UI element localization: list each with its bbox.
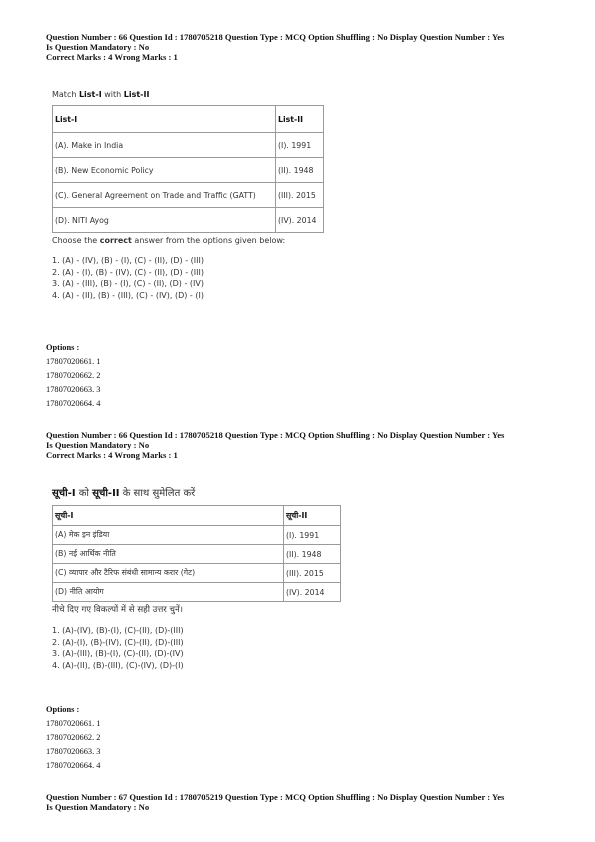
table-row bbox=[53, 158, 324, 183]
table-row bbox=[53, 208, 324, 233]
table-cell: (II). 1948 bbox=[276, 158, 324, 183]
answer-item: 2. (A) - (I), (B) - (IV), (C) - (II), (D) - (III) bbox=[52, 267, 204, 277]
table-cell: (B) नई आर्थिक नीति bbox=[53, 545, 284, 564]
question-body bbox=[52, 90, 324, 301]
list1-label: सूची-I bbox=[52, 488, 76, 499]
option-item: 17807020661. 1 bbox=[46, 357, 101, 366]
list2-label: List-II bbox=[123, 90, 150, 99]
question-intro: सूची-I को सूची-II के साथ सुमेलित करें bbox=[52, 488, 196, 499]
choose-instruction: Choose the correct answer from the options given below: bbox=[52, 236, 286, 245]
options-title: Options : bbox=[46, 343, 80, 352]
question-header bbox=[46, 792, 566, 812]
question-meta-line: Question Number : 67 Question Id : 1780705219 Question Type : MCQ Option Shuffling : No Display Question Number : Yes bbox=[46, 792, 505, 802]
table-cell: (IV). 2014 bbox=[284, 583, 341, 602]
table-header-row bbox=[53, 506, 341, 526]
table-cell: (C). General Agreement on Trade and Traffic (GATT) bbox=[53, 183, 276, 208]
list2-label: सूची-II bbox=[92, 488, 120, 499]
answer-item: 4. (A) - (II), (B) - (III), (C) - (IV), (D) - (I) bbox=[52, 290, 204, 300]
table-row bbox=[53, 133, 324, 158]
question-mandatory-line: Is Question Mandatory : No bbox=[46, 802, 150, 812]
table-cell: (I). 1991 bbox=[284, 526, 341, 545]
table-cell: (IV). 2014 bbox=[276, 208, 324, 233]
table-cell: (II). 1948 bbox=[284, 545, 341, 564]
options-block bbox=[46, 341, 100, 411]
match-table bbox=[52, 505, 341, 602]
table-cell: (C) व्यापार और टैरिफ संबंधी सामान्य करार (गेट) bbox=[53, 564, 284, 583]
question-marks-line: Correct Marks : 4 Wrong Marks : 1 bbox=[46, 52, 178, 62]
table-cell: (D). NITI Ayog bbox=[53, 208, 276, 233]
choose-instruction: नीचे दिए गए विकल्पों में से सही उत्तर चुनें। bbox=[52, 605, 184, 615]
answer-item: 1. (A) - (IV), (B) - (I), (C) - (II), (D) - (III) bbox=[52, 256, 204, 265]
table-row bbox=[53, 526, 341, 545]
list1-label: List-I bbox=[78, 90, 102, 99]
question-meta-line: Question Number : 66 Question Id : 1780705218 Question Type : MCQ Option Shuffling : No Display Question Number : Yes bbox=[46, 430, 505, 440]
match-table bbox=[52, 105, 324, 233]
question-header bbox=[46, 430, 566, 460]
answer-item: 2. (A)-(I), (B)-(IV), (C)-(II), (D)-(III) bbox=[52, 637, 184, 647]
question-mandatory-line: Is Question Mandatory : No bbox=[46, 440, 150, 450]
question-intro: Match List-I with List-II bbox=[52, 90, 150, 99]
table-row bbox=[53, 564, 341, 583]
table-header-cell: सूची-I bbox=[53, 506, 284, 526]
answer-item: 1. (A)-(IV), (B)-(I), (C)-(II), (D)-(III) bbox=[52, 626, 184, 635]
answer-list bbox=[52, 625, 341, 671]
option-item: 17807020662. 2 bbox=[46, 733, 101, 742]
answer-list bbox=[52, 255, 324, 301]
option-item: 17807020661. 1 bbox=[46, 719, 101, 728]
table-cell: (I). 1991 bbox=[276, 133, 324, 158]
table-header-cell: List-II bbox=[276, 106, 324, 133]
table-cell: (A) मेक इन इंडिया bbox=[53, 526, 284, 545]
answer-item: 3. (A)-(III), (B)-(I), (C)-(II), (D)-(IV) bbox=[52, 649, 184, 658]
options-title: Options : bbox=[46, 705, 80, 714]
table-cell: (D) नीति आयोग bbox=[53, 583, 284, 602]
table-cell: (III). 2015 bbox=[276, 183, 324, 208]
options-block bbox=[46, 703, 100, 773]
option-item: 17807020664. 4 bbox=[46, 761, 101, 770]
answer-item: 4. (A)-(II), (B)-(III), (C)-(IV), (D)-(I) bbox=[52, 660, 184, 670]
table-row bbox=[53, 545, 341, 564]
option-item: 17807020664. 4 bbox=[46, 399, 101, 408]
question-marks-line: Correct Marks : 4 Wrong Marks : 1 bbox=[46, 450, 178, 460]
table-row bbox=[53, 183, 324, 208]
question-mandatory-line: Is Question Mandatory : No bbox=[46, 42, 150, 52]
question-header bbox=[46, 32, 566, 62]
option-item: 17807020663. 3 bbox=[46, 747, 101, 756]
table-cell: (B). New Economic Policy bbox=[53, 158, 276, 183]
option-item: 17807020662. 2 bbox=[46, 371, 101, 380]
table-cell: (III). 2015 bbox=[284, 564, 341, 583]
table-cell: (A). Make in India bbox=[53, 133, 276, 158]
option-item: 17807020663. 3 bbox=[46, 385, 101, 394]
table-header-cell: List-I bbox=[53, 106, 276, 133]
table-header-row bbox=[53, 106, 324, 133]
table-header-cell: सूची-II bbox=[284, 506, 341, 526]
question-body bbox=[52, 485, 341, 671]
question-meta-line: Question Number : 66 Question Id : 1780705218 Question Type : MCQ Option Shuffling : No Display Question Number : Yes bbox=[46, 32, 505, 42]
answer-item: 3. (A) - (III), (B) - (I), (C) - (II), (D) - (IV) bbox=[52, 279, 204, 288]
table-row bbox=[53, 583, 341, 602]
